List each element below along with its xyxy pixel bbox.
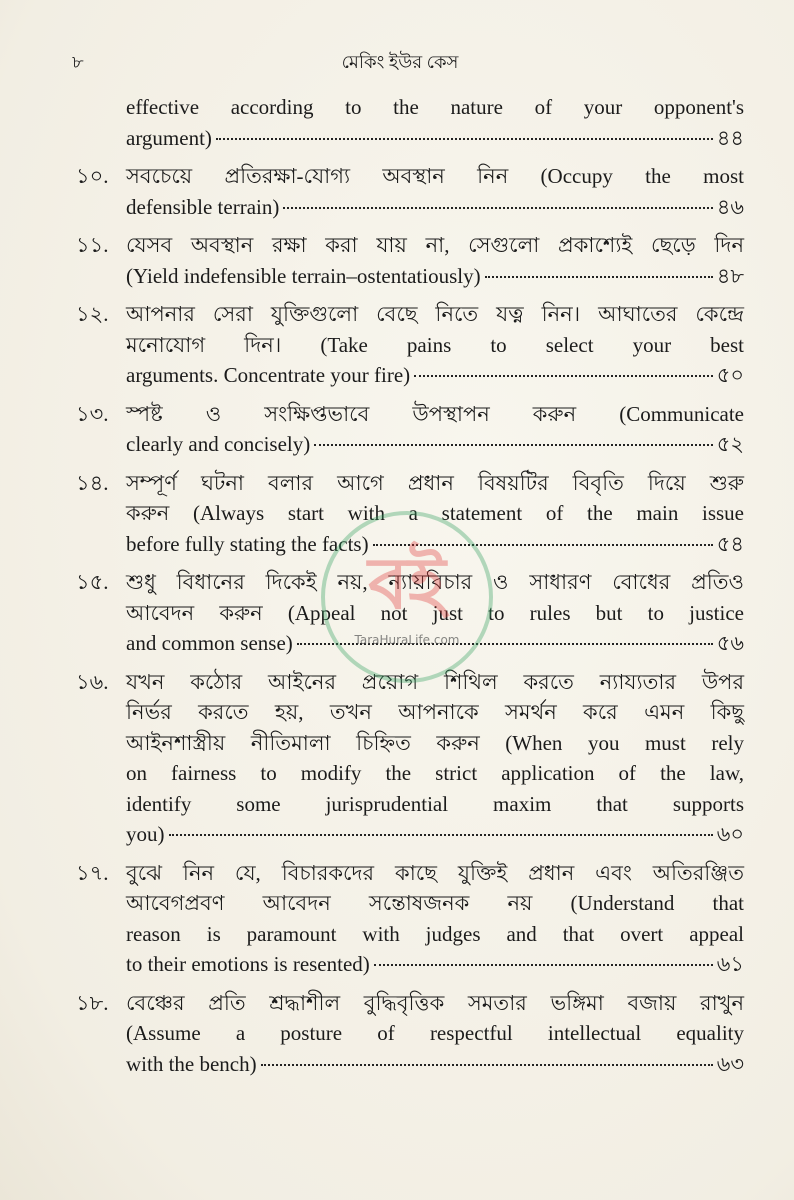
toc-entry (76, 858, 744, 980)
toc-entry-number: ১০. (76, 164, 109, 188)
toc-entry-number: ১৪. (76, 470, 109, 495)
toc-entry-line: শুধু বিধানের দিকেই নয়, ন্যায়বিচার ও সাধারণ বোধের প্রতিও (126, 570, 744, 594)
toc-entry-text-end: clearly and concisely) (126, 432, 311, 456)
toc-entry-number: ১৮. (76, 990, 109, 1015)
toc-entry-line: বুঝে নিন যে, বিচারকদের কাছে যুক্তিই প্রধান এবং অতিরঞ্জিত (126, 860, 744, 885)
toc-entry-text-end: you) (126, 822, 165, 846)
toc-entry (76, 468, 744, 560)
page-header (60, 46, 740, 76)
toc-entry-line: মনোযোগ দিন। (Take pains to select your best (126, 332, 744, 357)
toc-entry-line: করুন (Always start with a statement of the main issue (126, 501, 744, 525)
toc-page-number: ৪৬ (716, 194, 744, 219)
dot-leader (297, 643, 713, 645)
toc-entry-line: যেসব অবস্থান রক্ষা করা যায় না, সেগুলো প্রকাশ্যেই ছেড়ে দিন (126, 233, 744, 257)
toc-entry-text-end: with the bench) (126, 1051, 257, 1076)
dot-leader (169, 834, 713, 836)
toc-entry-line: (Assume a posture of respectful intellectual equality (126, 1021, 744, 1045)
toc-entry (76, 161, 744, 222)
toc-entry-text-end: defensible terrain) (126, 194, 280, 219)
toc-entry-last-line (126, 429, 744, 460)
toc-entry-line: identify some jurisprudential maxim that supports (126, 791, 744, 816)
toc-entry-line: আবেগপ্রবণ আবেদন সন্তোষজনক নয় (Understand that (126, 891, 744, 915)
toc-entry (76, 92, 744, 153)
toc-entry-last-line (126, 949, 744, 980)
dot-leader (216, 138, 713, 140)
toc-entry-number: ১৫. (76, 570, 109, 594)
toc-entry-line: সম্পূর্ণ ঘটনা বলার আগে প্রধান বিষয়টির বিবৃতি দিয়ে শুরু (126, 470, 744, 495)
toc-entry (76, 567, 744, 659)
toc-entry-last-line (126, 360, 744, 391)
dot-leader (485, 276, 713, 278)
dot-leader (374, 964, 713, 966)
toc-entry-line: যখন কঠোর আইনের প্রয়োগ শিথিল করতে ন্যায্যতার উপর (126, 669, 744, 694)
toc-entry-last-line (126, 261, 744, 292)
toc-entry-line: সবচেয়ে প্রতিরক্ষা-যোগ্য অবস্থান নিন (Occupy the most (126, 164, 744, 188)
watermark-glyph: বই (368, 541, 446, 625)
toc-entry-number: ১১. (76, 233, 109, 257)
toc-entry-last-line (126, 529, 744, 560)
toc-page-number: ৫০ (716, 363, 744, 387)
toc-entry-number: ১২. (76, 302, 109, 326)
toc-page-number: ৬১ (716, 952, 744, 976)
toc-page-number: ৪৮ (716, 263, 744, 288)
toc-entry-line: স্পষ্ট ও সংক্ষিপ্তভাবে উপস্থাপন করুন (Communicate (126, 401, 744, 426)
running-title: মেকিং ইউর কেস (341, 52, 459, 72)
toc-entry-line: বেঞ্চের প্রতি শ্রদ্ধাশীল বুদ্ধিবৃত্তিক সমতার ভঙ্গিমা বজায় রাখুন (126, 990, 744, 1015)
watermark-site: TaraHuraLife.com (354, 633, 460, 647)
toc-entry-last-line (126, 123, 744, 154)
toc-entry-last-line (126, 1049, 744, 1080)
toc-page-number: ৬৩ (716, 1051, 744, 1076)
toc-entry (76, 667, 744, 850)
toc-page-number: ৪৪ (716, 125, 744, 150)
toc-page-number: ৫৬ (716, 631, 744, 655)
toc-entry-text-end: arguments. Concentrate your fire) (126, 363, 411, 387)
toc-entry-line: on fairness to modify the strict application of the law, (126, 761, 744, 785)
toc-entry-number: ১৩. (76, 401, 109, 426)
toc-entry-line: reason is paramount with judges and that overt appeal (126, 921, 744, 946)
toc-entry-text-end: and common sense) (126, 631, 293, 655)
toc-entry-text-end: before fully stating the facts) (126, 531, 369, 556)
toc-entry-line: নির্ভর করতে হয়, তখন আপনাকে সমর্থন করে এমন কিছু (126, 700, 744, 724)
dot-leader (414, 375, 713, 377)
toc-entry (76, 299, 744, 391)
dot-leader (283, 207, 712, 209)
toc-entry-line: আপনার সেরা যুক্তিগুলো বেছে নিতে যত্ন নিন। আঘাতের কেন্দ্রে (126, 302, 744, 326)
toc-entry-number: ১৬. (76, 669, 109, 694)
toc-page-number: ৬০ (716, 822, 744, 846)
toc-entry-last-line (126, 819, 744, 850)
dot-leader (314, 444, 712, 446)
toc-page-number: ৫২ (716, 432, 744, 456)
toc-entry-number: ১৭. (76, 860, 109, 885)
dot-leader (261, 1064, 713, 1066)
toc-entry-line: আইনশাস্ত্রীয় নীতিমালা চিহ্নিত করুন (When you must rely (126, 730, 744, 755)
toc-entry (76, 230, 744, 291)
toc-entry-text-end: to their emotions is resented) (126, 952, 370, 976)
toc-entry-line: আবেদন করুন (Appeal not just to rules but to justice (126, 600, 744, 625)
toc-entry (76, 399, 744, 460)
page-number: ৮ (72, 52, 84, 72)
toc-entry-text-end: (Yield indefensible terrain–ostentatiously) (126, 263, 481, 288)
toc-entry-last-line (126, 628, 744, 659)
toc-entry-text-end: argument) (126, 125, 212, 150)
toc-entry-line: effective according to the nature of your opponent's (126, 95, 744, 119)
table-of-contents (76, 92, 744, 1087)
toc-page-number: ৫৪ (716, 531, 744, 556)
toc-entry-last-line (126, 192, 744, 223)
dot-leader (373, 544, 713, 546)
toc-entry (76, 988, 744, 1080)
